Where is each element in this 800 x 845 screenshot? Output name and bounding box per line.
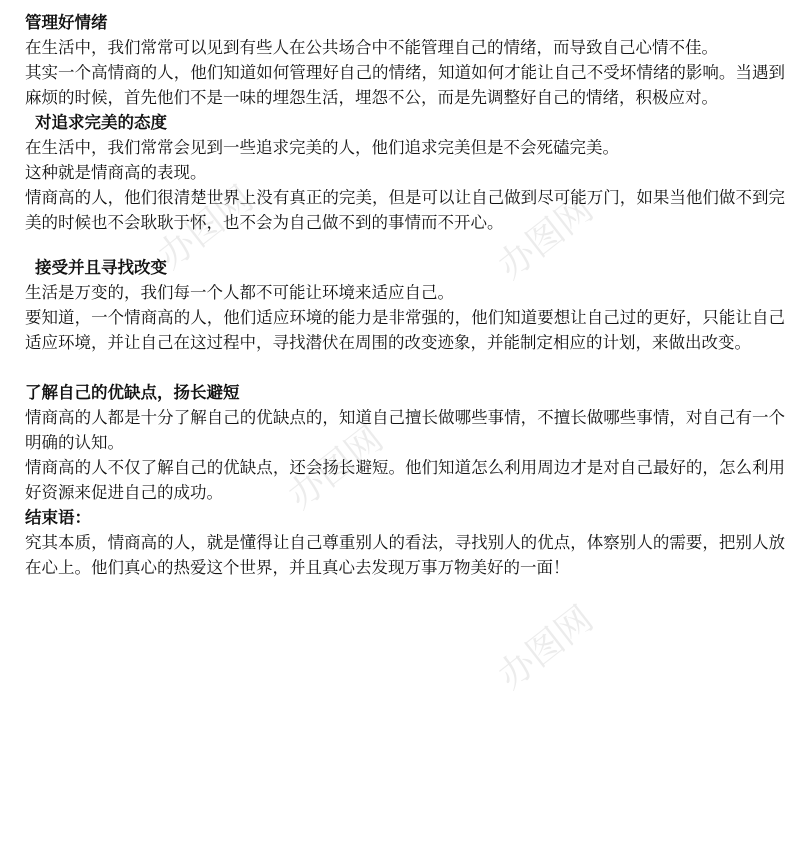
paragraph: 要知道，一个情商高的人，他们适应环境的能力是非常强的，他们知道要想让自己过的更好，只能让自己适应环境，并让自己在这过程中，寻找潜伏在周围的改变迹象，并能制定相应的计划，来做出改变。	[25, 308, 785, 352]
watermark-text: 办图网	[280, 418, 392, 518]
paragraph: 这种就是情商高的表现。	[25, 163, 207, 182]
paragraph: 情商高的人不仅了解自己的优缺点，还会扬长避短。他们知道怎么利用周边才是对自己最好的，怎么利用好资源来促进自己的成功。	[25, 458, 785, 502]
section-heading-strengths-weaknesses: 了解自己的优缺点，扬长避短	[25, 383, 240, 402]
paragraph: 生活是万变的，我们每一个人都不可能让环境来适应自己。	[25, 283, 454, 302]
paragraph: 其实一个高情商的人，他们知道如何管理好自己的情绪，知道如何才能让自己不受坏情绪的影响。当遇到麻烦的时候，首先他们不是一味的埋怨生活，埋怨不公，而是先调整好自己的情绪，积极应对。	[25, 63, 785, 107]
section-heading-manage-emotions: 管理好情绪	[25, 13, 108, 32]
document-body	[25, 10, 785, 580]
paragraph: 在生活中，我们常常会见到一些追求完美的人，他们追求完美但是不会死磕完美。	[25, 138, 619, 157]
section-heading-conclusion: 结束语：	[25, 508, 91, 527]
watermark-text: 办图网	[150, 178, 262, 278]
section-heading-perfection-attitude: 对追求完美的态度	[35, 113, 167, 132]
section-spacer	[25, 235, 785, 255]
paragraph: 究其本质，情商高的人，就是懂得让自己尊重别人的看法，寻找别人的优点，体察别人的需要，把别人放在心上。他们真心的热爱这个世界，并且真心去发现万事万物美好的一面！	[25, 533, 785, 577]
watermark-text: 办图网	[490, 188, 602, 288]
paragraph: 情商高的人，他们很清楚世界上没有真正的完美，但是可以让自己做到尽可能万门，如果当他们做不到完美的时候也不会耿耿于怀，也不会为自己做不到的事情而不开心。	[25, 188, 785, 232]
section-heading-accept-change: 接受并且寻找改变	[35, 258, 167, 277]
paragraph: 在生活中，我们常常可以见到有些人在公共场合中不能管理自己的情绪，而导致自己心情不佳。	[25, 38, 718, 57]
section-spacer	[25, 355, 785, 380]
watermark-text: 办图网	[490, 598, 602, 698]
paragraph: 情商高的人都是十分了解自己的优缺点的，知道自己擅长做哪些事情，不擅长做哪些事情，对自己有一个明确的认知。	[25, 408, 785, 452]
